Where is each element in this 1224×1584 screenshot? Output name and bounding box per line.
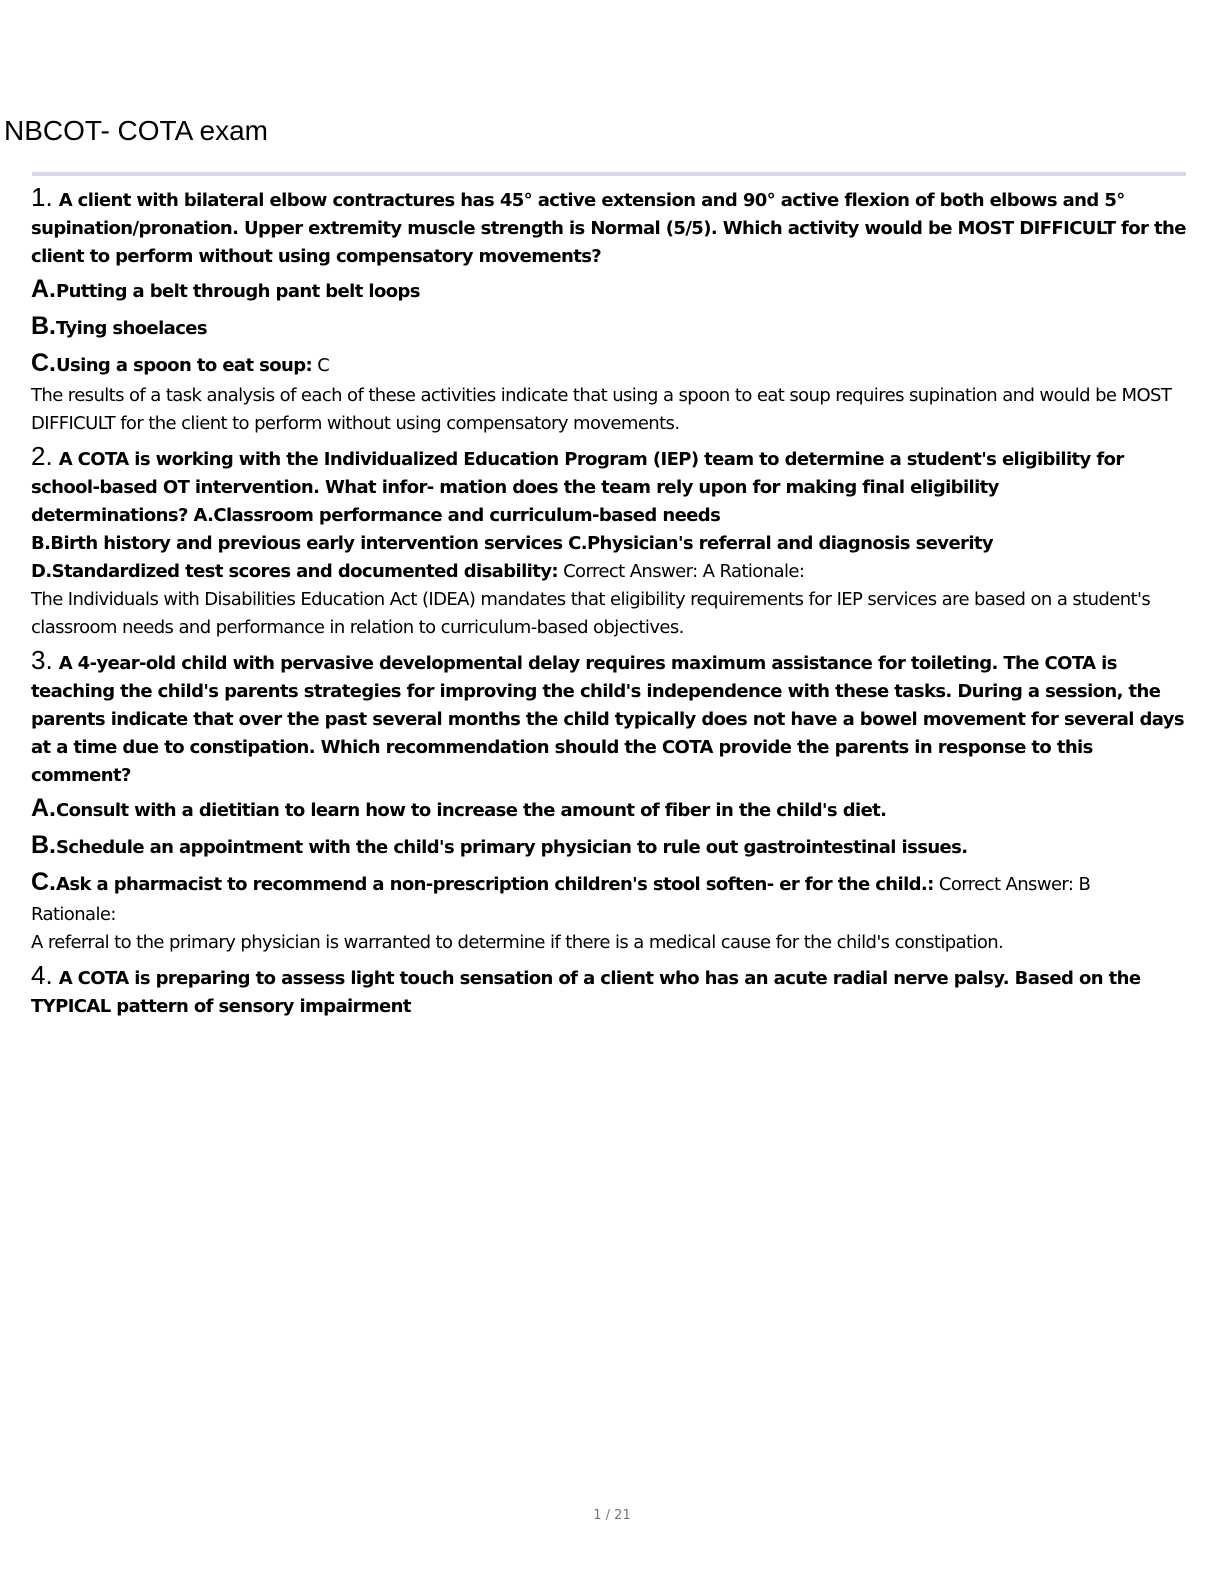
question-stem-line: A COTA is working with the Individualized Education Program (IEP) team to determine a student's eligibility for (58, 449, 1124, 470)
question-stem: A 4-year-old child with pervasive developmental delay requires maximum assistance for toileting. The COTA is teaching the child's parents strategies for improving the child's independence with these tasks. During a session, the parents indicate that over the past several months the child typically does not have a bowel movement for several days at a time due to constipation. Which recommendation should the COTA provide the parents in response to this comment? (31, 653, 1185, 786)
option-b (31, 829, 1191, 864)
option-c (31, 347, 1191, 382)
option-letter: A. (31, 275, 56, 303)
question-4 (31, 961, 1191, 1021)
rationale: A referral to the primary physician is warranted to determine if there is a medical cause for the child's constipation. (31, 932, 1004, 953)
option-letter: B. (31, 831, 56, 859)
rationale: The results of a task analysis of each of these activities indicate that using a spoon to eat soup requires supination and would be MOST DIFFICULT for the client to perform without using compensatory movements. (31, 385, 1172, 434)
question-stem-line: B.Birth history and previous early intervention services C.Physician's referral and diagnosis severity (31, 533, 994, 554)
option-letter: C. (31, 868, 56, 896)
correct-answer: Correct Answer: B (933, 874, 1091, 895)
question-stem: A COTA is preparing to assess light touch sensation of a client who has an acute radial nerve palsy. Based on the TYPICAL pattern of sensory impairment (31, 968, 1141, 1017)
option-b (31, 310, 1191, 345)
document-title: NBCOT- COTA exam (4, 115, 268, 146)
option-letter: A. (31, 794, 56, 822)
correct-answer: C (312, 355, 330, 376)
question-number: 4. (31, 960, 53, 990)
question-2 (31, 442, 1191, 586)
rationale-label: Rationale: (31, 904, 116, 925)
option-c (31, 866, 1191, 901)
question-stem-line: school-based OT intervention. What infor- mation does the team rely upon for making final eligibility (31, 477, 999, 498)
title-divider (32, 172, 1186, 176)
option-text: Putting a belt through pant belt loops (56, 281, 420, 302)
question-1 (31, 183, 1191, 271)
option-text: Using a spoon to eat soup: (56, 355, 313, 376)
document-body (31, 183, 1191, 1021)
question-number: 2. (31, 441, 53, 471)
question-stem-line: D.Standardized test scores and documented disability: (31, 561, 558, 582)
option-text: Consult with a dietitian to learn how to increase the amount of fiber in the child's diet. (56, 800, 887, 821)
question-stem: A client with bilateral elbow contractures has 45° active extension and 90° active flexion of both elbows and 5° supination/pronation. Upper extremity muscle strength is Normal (5/5). Which activity would be MOST DIFFICULT for the client to perform without using compensatory movements? (31, 190, 1186, 267)
question-3 (31, 646, 1191, 790)
question-number: 1. (31, 182, 53, 212)
correct-answer: Correct Answer: A Rationale: (557, 561, 805, 582)
option-text: Ask a pharmacist to recommend a non-prescription children's stool soften- er for the child.: (56, 874, 934, 895)
rationale: The Individuals with Disabilities Education Act (IDEA) mandates that eligibility requirements for IEP services are based on a student's classroom needs and performance in relation to curriculum-based objectives. (31, 589, 1151, 638)
option-a (31, 792, 1191, 827)
question-stem-line: determinations? A.Classroom performance and curriculum-based needs (31, 505, 721, 526)
question-number: 3. (31, 645, 53, 675)
option-letter: B. (31, 312, 56, 340)
option-a (31, 273, 1191, 308)
option-letter: C. (31, 349, 56, 377)
page-number: 1 / 21 (593, 1508, 631, 1523)
option-text: Tying shoelaces (56, 318, 208, 339)
option-text: Schedule an appointment with the child's primary physician to rule out gastrointestinal issues. (56, 837, 968, 858)
